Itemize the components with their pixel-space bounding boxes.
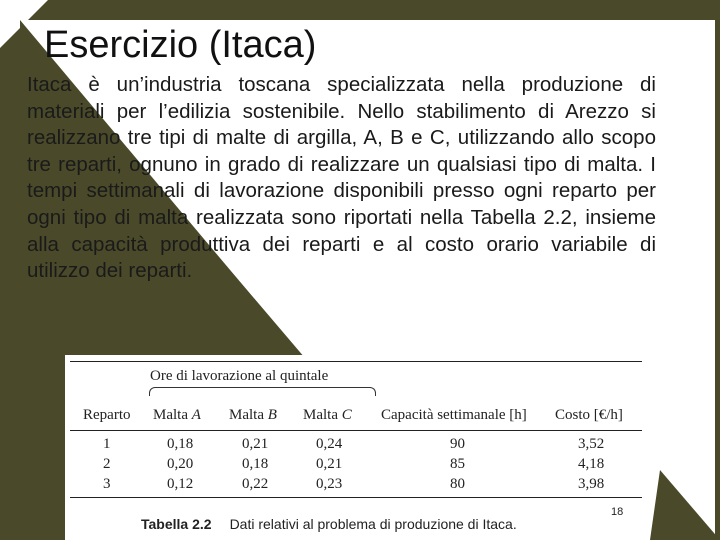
table-cell: 0,21 xyxy=(316,456,343,472)
table-cell: 3 xyxy=(103,476,111,492)
table-cell: 0,24 xyxy=(316,436,343,452)
page-number: 18 xyxy=(611,506,624,518)
table-caption xyxy=(141,516,517,532)
header-costo: Costo [€/h] xyxy=(555,407,623,423)
table-cell: 1 xyxy=(103,436,111,452)
table-cell: 0,18 xyxy=(242,456,269,472)
group-header: Ore di lavorazione al quintale xyxy=(150,368,329,384)
slide-title: Esercizio (Itaca) xyxy=(44,24,317,66)
table-cell: 0,22 xyxy=(242,476,269,492)
table-cell: 0,20 xyxy=(167,456,194,472)
table-cell: 3,98 xyxy=(578,476,605,492)
caption-label: Tabella 2.2 xyxy=(141,516,212,532)
table-header-rule xyxy=(70,430,642,431)
table-cell: 90 xyxy=(450,436,465,452)
header-capacita: Capacità settimanale [h] xyxy=(381,407,527,423)
table-cell: 0,23 xyxy=(316,476,343,492)
table-cell: 0,21 xyxy=(242,436,269,452)
header-malta-a: Malta A xyxy=(153,407,201,423)
table-cell: 0,12 xyxy=(167,476,194,492)
table-cell: 80 xyxy=(450,476,465,492)
header-reparto: Reparto xyxy=(83,407,131,423)
dark-right-edge xyxy=(715,0,720,540)
table-bottom-rule xyxy=(70,497,642,498)
header-malta-b: Malta B xyxy=(229,407,277,423)
table-cell: 4,18 xyxy=(578,456,605,472)
table-cell: 85 xyxy=(450,456,465,472)
exercise-paragraph: Itaca è un’industria toscana specializzata nella produzione di materiali per l’edilizia sostenibile. Nello stabilimento di Arezzo si realizzano tre tipi di malte di argilla, A, B e C, utilizzando allo scopo tre reparti, ognuno in grado di realizzare un qualsiasi tipo di malta. I tempi settimanali di lavorazione disponibili presso ogni reparto per ogni tipo di malta realizzata sono riportati nella Tabella 2.2, insieme alla capacità produttiva dei reparti e al costo orario variabile di utilizzo dei reparti. xyxy=(27,73,656,283)
table-cell: 2 xyxy=(103,456,111,472)
table-cell: 0,18 xyxy=(167,436,194,452)
group-brace xyxy=(149,387,376,396)
dark-top-band xyxy=(0,0,720,20)
header-malta-c: Malta C xyxy=(303,407,352,423)
data-table xyxy=(65,355,650,540)
table-top-rule xyxy=(70,361,642,362)
caption-text: Dati relativi al problema di produzione di Itaca. xyxy=(229,516,517,532)
table-cell: 3,52 xyxy=(578,436,605,452)
